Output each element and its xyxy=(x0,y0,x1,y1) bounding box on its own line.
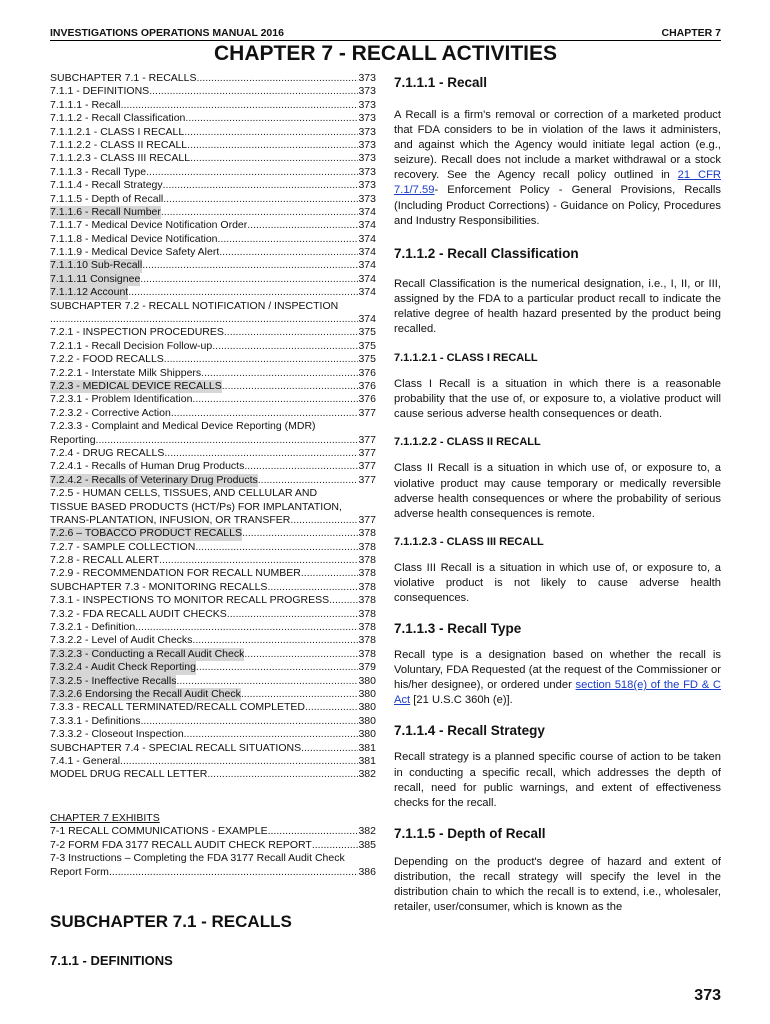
toc-entry[interactable]: SUBCHAPTER 7.3 - MONITORING RECALLS ..... 378 xyxy=(50,581,376,594)
toc-entry[interactable]: MODEL DRUG RECALL LETTER ..... 382 xyxy=(50,768,376,781)
section-heading-strategy: 7.1.1.4 - Recall Strategy xyxy=(394,723,545,739)
section-heading-classification: 7.1.1.2 - Recall Classification xyxy=(394,245,579,261)
toc-entry[interactable]: 7.1.1.2.3 - CLASS III RECALL ..... 373 xyxy=(50,152,376,165)
cfr-link[interactable]: 21 CFR 7.1/7.59 xyxy=(394,169,721,197)
toc-entry[interactable]: 7.2.8 - RECALL ALERT ..... 378 xyxy=(50,554,376,567)
toc-entry[interactable]: 7.3.1 - INSPECTIONS TO MONITOR RECALL PROGRESS ..... 378 xyxy=(50,594,376,607)
toc-entry[interactable]: SUBCHAPTER 7.4 - SPECIAL RECALL SITUATIONS ..... 381 xyxy=(50,742,376,755)
section-heading-type: 7.1.1.3 - Recall Type xyxy=(394,621,522,637)
section-heading-class1: 7.1.1.2.1 - CLASS I RECALL xyxy=(394,352,538,365)
toc-entry[interactable]: Reporting ..... 377 xyxy=(50,434,376,447)
toc-entry[interactable]: 7.2.3 - MEDICAL DEVICE RECALLS ..... 376 xyxy=(50,380,376,393)
toc-entry[interactable]: 7.3.3 - RECALL TERMINATED/RECALL COMPLETED ..... 380 xyxy=(50,701,376,714)
toc-entry[interactable]: 7.3.3.1 - Definitions ..... 380 xyxy=(50,715,376,728)
toc-entry[interactable]: 7.2.3.1 - Problem Identification ..... 376 xyxy=(50,393,376,406)
toc-entry[interactable]: TRANS-PLANTATION, INFUSION, OR TRANSFER ..... 377 xyxy=(50,514,376,527)
section-heading-recall: 7.1.1.1 - Recall xyxy=(394,75,488,90)
exhibits-heading: CHAPTER 7 EXHIBITS xyxy=(50,812,160,824)
toc-entry[interactable]: 7.1.1.2 - Recall Classification ..... 373 xyxy=(50,112,376,125)
running-header xyxy=(50,27,721,41)
section-text-type: Recall type is a designation based on whether the recall is Voluntary, FDA Requested (at the request of the Commissioner or his/her designee), or ordered under section 518(e) of the FD & C Act [21 U.S.C 360h (e)]. xyxy=(394,649,721,707)
toc-entry[interactable]: 7.2.9 - RECOMMENDATION FOR RECALL NUMBER ..... 378 xyxy=(50,567,376,580)
page-number: 373 xyxy=(694,987,721,1004)
toc-entry[interactable]: 7.2.1 - INSPECTION PROCEDURES ..... 375 xyxy=(50,326,376,339)
toc-entry[interactable]: 7.2.1.1 - Recall Decision Follow-up ..... 375 xyxy=(50,340,376,353)
chapter-label: CHAPTER 7 xyxy=(661,27,721,39)
toc-entry[interactable]: 7.4.1 - General ..... 381 xyxy=(50,755,376,768)
toc-entry[interactable]: 7.1.1.2.1 - CLASS I RECALL ..... 373 xyxy=(50,126,376,139)
toc-entry[interactable]: 7.1.1.4 - Recall Strategy ..... 373 xyxy=(50,179,376,192)
toc-entry[interactable]: 7.2.4.2 - Recalls of Veterinary Drug Products ..... 377 xyxy=(50,474,376,487)
fdc-act-link[interactable]: section 518(e) of the FD & C Act xyxy=(394,679,721,707)
toc-entry[interactable]: 7.1.1.6 - Recall Number ..... 374 xyxy=(50,206,376,219)
toc-entry[interactable]: 7.2.6 – TOBACCO PRODUCT RECALLS ..... 378 xyxy=(50,527,376,540)
section-text-class2: Class II Recall is a situation in which use of, or exposure to, a violative product may cause temporary or medically reversible adverse health consequences or where the probability of serious adverse health consequences is remote. xyxy=(394,462,721,520)
toc-entry[interactable]: 7.3.2.4 - Audit Check Reporting ..... 379 xyxy=(50,661,376,674)
section-text-classification: Recall Classification is the numerical designation, i.e., I, II, or III, assigned by the FDA to a particular product recall to indicate the relative degree of health hazard presented by the product being recalled. xyxy=(394,277,721,336)
toc-entry[interactable]: SUBCHAPTER 7.2 - RECALL NOTIFICATION / INSPECTION xyxy=(50,299,339,312)
toc-entry[interactable]: 7.3.2.6 Endorsing the Recall Audit Check ..... 380 xyxy=(50,688,376,701)
toc-entry[interactable]: 7.1.1.1 - Recall ..... 373 xyxy=(50,99,376,112)
toc-entry[interactable]: 7.1.1.11 Consignee ..... 374 xyxy=(50,273,376,286)
exhibit-entry[interactable]: 7-3 Instructions – Completing the FDA 3177 Recall Audit Check xyxy=(50,852,345,865)
toc-entry[interactable]: 7.1.1 - DEFINITIONS ..... 373 xyxy=(50,85,376,98)
manual-title: INVESTIGATIONS OPERATIONS MANUAL 2016 xyxy=(50,27,284,39)
toc-entry[interactable]: 7.2.4 - DRUG RECALLS ..... 377 xyxy=(50,447,376,460)
section-text-strategy: Recall strategy is a planned specific course of action to be taken in conducting a specific recall, which addresses the depth of recall, need for public warnings, and extent of effectiveness checks for the recall. xyxy=(394,751,721,809)
toc-entry[interactable]: 7.3.2.3 - Conducting a Recall Audit Check ..... 378 xyxy=(50,648,376,661)
toc-entry[interactable]: 7.1.1.5 - Depth of Recall ..... 373 xyxy=(50,193,376,206)
toc-entry[interactable]: 7.3.2.2 - Level of Audit Checks ..... 378 xyxy=(50,634,376,647)
toc-entry[interactable]: ..... 374 xyxy=(50,313,376,326)
toc-entry[interactable]: 7.1.1.9 - Medical Device Safety Alert ..... 374 xyxy=(50,246,376,259)
toc-entry[interactable]: 7.3.2 - FDA RECALL AUDIT CHECKS ..... 378 xyxy=(50,608,376,621)
toc-entry[interactable]: 7.1.1.12 Account ..... 374 xyxy=(50,286,376,299)
toc-entry[interactable]: 7.3.3.2 - Closeout Inspection ..... 380 xyxy=(50,728,376,741)
section-text-recall: A Recall is a firm's removal or correction of a marketed product that FDA considers to be in violation of the laws it administers, and against which the Agency would initiate legal action (e.g., seizure). Recall does not include a market withdrawal or a stock recovery. See the Agency recall policy outlined in 21 CFR 7.1/7.59- Enforcement Policy - General Provisions, Recalls (Including Product Corrections) - Guidance on Policy, Procedures and Industry Responsibilities. xyxy=(394,109,721,227)
toc-entry[interactable]: TISSUE BASED PRODUCTS (HCT/Ps) FOR IMPLANTATION, xyxy=(50,500,342,513)
exhibit-entry[interactable]: Report Form ..... 386 xyxy=(50,866,376,879)
section-heading-depth: 7.1.1.5 - Depth of Recall xyxy=(394,825,546,841)
section-text-class1: Class I Recall is a situation in which there is a reasonable probability that the use of, or exposure to, a violative product will cause serious adverse health consequences or death. xyxy=(394,378,721,421)
toc-entry[interactable]: 7.1.1.3 - Recall Type ..... 373 xyxy=(50,166,376,179)
toc-entry[interactable]: 7.2.3.3 - Complaint and Medical Device Reporting (MDR) xyxy=(50,420,316,433)
toc-entry[interactable]: 7.3.2.1 - Definition ..... 378 xyxy=(50,621,376,634)
body-column xyxy=(394,72,721,915)
section-heading-class2: 7.1.1.2.2 - CLASS II RECALL xyxy=(394,436,541,449)
definitions-heading: 7.1.1 - DEFINITIONS xyxy=(50,953,173,968)
subchapter-heading: SUBCHAPTER 7.1 - RECALLS xyxy=(50,912,292,931)
section-text-depth: Depending on the product's degree of hazard and extent of distribution, the recall strategy will specify the level in the distribution chain to which the recall is to extend, i.e., wholesaler, retailer, user/consumer, which is known as the xyxy=(394,855,721,914)
toc-entry[interactable]: 7.2.5 - HUMAN CELLS, TISSUES, AND CELLULAR AND xyxy=(50,487,318,500)
section-heading-class3: 7.1.1.2.3 - CLASS III RECALL xyxy=(394,535,544,548)
toc-entry[interactable]: SUBCHAPTER 7.1 - RECALLS ..... 373 xyxy=(50,72,376,85)
section-text-class3: Class III Recall is a situation in which use of, or exposure to, a violative product is not likely to cause adverse health consequences. xyxy=(394,561,721,604)
toc-entry[interactable]: 7.1.1.7 - Medical Device Notification Order ..... 374 xyxy=(50,219,376,232)
toc-entry[interactable]: 7.3.2.5 - Ineffective Recalls ..... 380 xyxy=(50,675,376,688)
toc-entry[interactable]: 7.2.2.1 - Interstate Milk Shippers ..... 376 xyxy=(50,367,376,380)
toc-entry[interactable]: 7.1.1.10 Sub-Recall ..... 374 xyxy=(50,259,376,272)
exhibit-entry[interactable]: 7-2 FORM FDA 3177 RECALL AUDIT CHECK REPORT ..... 385 xyxy=(50,839,376,852)
toc-entry[interactable]: 7.2.4.1 - Recalls of Human Drug Products ..... 377 xyxy=(50,460,376,473)
toc-entry[interactable]: 7.1.1.2.2 - CLASS II RECALL ..... 373 xyxy=(50,139,376,152)
exhibit-entry[interactable]: 7-1 RECALL COMMUNICATIONS - EXAMPLE ..... 382 xyxy=(50,825,376,838)
toc-entry[interactable]: 7.1.1.8 - Medical Device Notification ..... 374 xyxy=(50,233,376,246)
toc-entry[interactable]: 7.2.7 - SAMPLE COLLECTION ..... 378 xyxy=(50,541,376,554)
table-of-contents xyxy=(50,72,376,782)
exhibits-list xyxy=(50,812,376,879)
toc-entry[interactable]: 7.2.3.2 - Corrective Action ..... 377 xyxy=(50,407,376,420)
toc-entry[interactable]: 7.2.2 - FOOD RECALLS ..... 375 xyxy=(50,353,376,366)
chapter-title: CHAPTER 7 - RECALL ACTIVITIES xyxy=(213,42,558,65)
